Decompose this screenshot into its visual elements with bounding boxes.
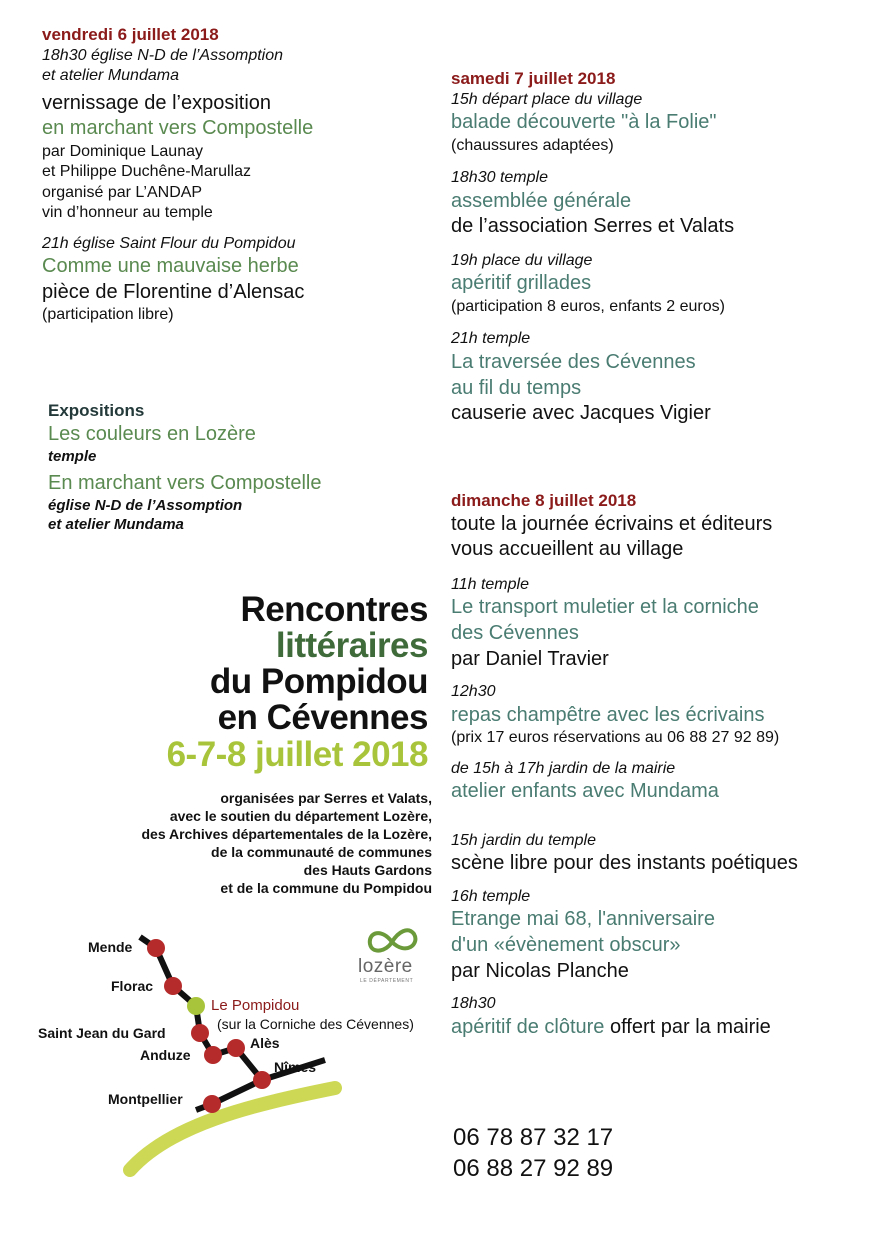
map-label-florac: Florac	[111, 978, 154, 994]
saturday-event4-line: causerie avec Jacques Vigier	[451, 402, 711, 425]
friday-date: vendredi 6 juillet 2018	[42, 25, 219, 44]
sunday-event6-rest: offert par la mairie	[604, 1015, 771, 1038]
map-label-anduze: Anduze	[140, 1047, 191, 1063]
map-label-pompidou: Le Pompidou	[211, 997, 300, 1014]
sunday-event3-time: de 15h à 17h jardin de la mairie	[451, 759, 676, 777]
organizer-line: des Hauts Gardons	[303, 861, 432, 878]
sunday-event2-note: (prix 17 euros réservations au 06 88 27 92 89)	[451, 729, 780, 747]
sunday-event2-title: repas champêtre avec les écrivains	[451, 703, 765, 726]
title-line: en Cévennes	[217, 698, 428, 737]
map-point-montpellier	[203, 1095, 221, 1113]
title-line: du Pompidou	[209, 662, 428, 701]
organizer-line: avec le soutien du département Lozère,	[169, 807, 432, 824]
map-label-saint-jean: Saint Jean du Gard	[38, 1025, 166, 1041]
exposition1-title: Les couleurs en Lozère	[48, 422, 256, 445]
exposition1-place: temple	[48, 448, 97, 466]
lozere-logo-name: lozère	[358, 956, 413, 977]
saturday-event1-time: 15h départ place du village	[451, 90, 643, 108]
map-label-nimes: Nîmes	[274, 1059, 317, 1075]
organizer-line: des Archives départementales de la Lozère,	[141, 825, 432, 842]
friday-event2-line: pièce de Florentine d’Alensac	[42, 280, 305, 303]
friday-event1-title: vernissage de l’exposition	[42, 91, 272, 114]
title-line: littéraires	[275, 626, 428, 665]
sunday-event2-time: 12h30	[451, 683, 496, 701]
phone-number: 06 88 27 92 89	[453, 1155, 614, 1182]
friday-event2-note: (participation libre)	[42, 306, 174, 324]
saturday-event3-note: (participation 8 euros, enfants 2 euros)	[451, 298, 725, 315]
title-line: Rencontres	[240, 590, 428, 629]
sunday-event5-title: Etrange mai 68, l'anniversaire	[451, 908, 715, 931]
saturday-event1-note: (chaussures adaptées)	[451, 136, 614, 154]
map-label-montpellier: Montpellier	[108, 1091, 183, 1107]
expositions-heading: Expositions	[48, 401, 145, 420]
sunday-intro: vous accueillent au village	[451, 538, 684, 561]
friday-event2-time: 21h église Saint Flour du Pompidou	[42, 234, 296, 252]
saturday-event4-time: 21h temple	[451, 330, 531, 348]
sunday-event5-line: par Nicolas Planche	[451, 959, 629, 982]
title-dates: 6-7-8 juillet 2018	[166, 735, 428, 774]
friday-event1-time: 18h30 église N-D de l’Assomption	[42, 46, 284, 64]
exposition2-title: En marchant vers Compostelle	[48, 471, 322, 494]
sunday-event5-title: d'un «évènement obscur»	[451, 933, 681, 956]
saturday-event4-title: La traversée des Cévennes	[451, 350, 696, 373]
map-label-pompidou-sub: (sur la Corniche des Cévennes)	[217, 1016, 414, 1032]
map-point-florac	[164, 977, 182, 995]
sunday-event6-time: 18h30	[451, 995, 496, 1013]
saturday-event2-time: 18h30 temple	[451, 169, 548, 187]
sunday-event6-title: apéritif de clôture	[451, 1015, 605, 1038]
map-point-pompidou	[187, 997, 205, 1015]
map-point-mende	[147, 939, 165, 957]
map-point-ales	[227, 1039, 245, 1057]
sunday-event1-line: par Daniel Travier	[451, 647, 609, 670]
sunday-section	[451, 490, 798, 1040]
saturday-event3-time: 19h place du village	[451, 251, 593, 269]
friday-event1-subtitle: en marchant vers Compostelle	[42, 117, 314, 140]
friday-event2-title: Comme une mauvaise herbe	[42, 255, 299, 278]
map-label-mende: Mende	[88, 939, 133, 955]
sunday-date: dimanche 8 juillet 2018	[451, 491, 637, 510]
saturday-event2-title: assemblée générale	[451, 189, 632, 212]
organizer-line: organisées par Serres et Valats,	[220, 790, 432, 806]
friday-event1-line: vin d’honneur au temple	[42, 204, 213, 222]
friday-event1-line: organisé par L’ANDAP	[42, 183, 203, 201]
sunday-event4-time: 15h jardin du temple	[451, 831, 596, 849]
sunday-intro: toute la journée écrivains et éditeurs	[451, 512, 773, 535]
sunday-event5-time: 16h temple	[451, 887, 531, 905]
saturday-event4-title: au fil du temps	[451, 376, 582, 399]
friday-event1-place: et atelier Mundama	[42, 67, 179, 85]
sunday-event1-time: 11h temple	[451, 575, 529, 593]
expositions-section	[48, 400, 321, 535]
exposition2-place: église N-D de l’Assomption	[48, 497, 243, 515]
saturday-event2-line: de l’association Serres et Valats	[451, 215, 735, 238]
organizer-line: de la communauté de communes	[211, 843, 432, 860]
phone-number: 06 78 87 32 17	[453, 1124, 614, 1151]
lozere-logo-sub: LE DÉPARTEMENT	[360, 978, 414, 984]
friday-event1-line: et Philippe Duchêne-Marullaz	[42, 163, 251, 181]
friday-section	[42, 24, 313, 326]
friday-event1-line: par Dominique Launay	[42, 142, 203, 160]
sunday-event6-line	[451, 1015, 798, 1041]
organizer-line: et de la commune du Pompidou	[220, 879, 432, 896]
sunday-event3-title: atelier enfants avec Mundama	[451, 780, 719, 803]
sunday-event1-title: Le transport muletier et la corniche	[451, 596, 759, 619]
map-label-ales: Alès	[250, 1035, 280, 1051]
sunday-event4-line: scène libre pour des instants poétiques	[451, 852, 798, 875]
exposition2-place: et atelier Mundama	[48, 516, 184, 534]
organizers-block	[142, 790, 433, 897]
saturday-event3-title: apéritif grillades	[451, 272, 592, 295]
saturday-section	[451, 68, 734, 427]
map-point-anduze	[204, 1046, 222, 1064]
saturday-event1-title: balade découverte "à la Folie"	[451, 111, 717, 134]
map-point-nimes	[253, 1071, 271, 1089]
saturday-date: samedi 7 juillet 2018	[451, 69, 616, 88]
event-title-block	[167, 592, 428, 774]
route-map	[0, 900, 450, 1190]
sunday-event1-title: des Cévennes	[451, 622, 579, 644]
phone-numbers	[453, 1122, 613, 1184]
map-point-saint-jean	[191, 1024, 209, 1042]
